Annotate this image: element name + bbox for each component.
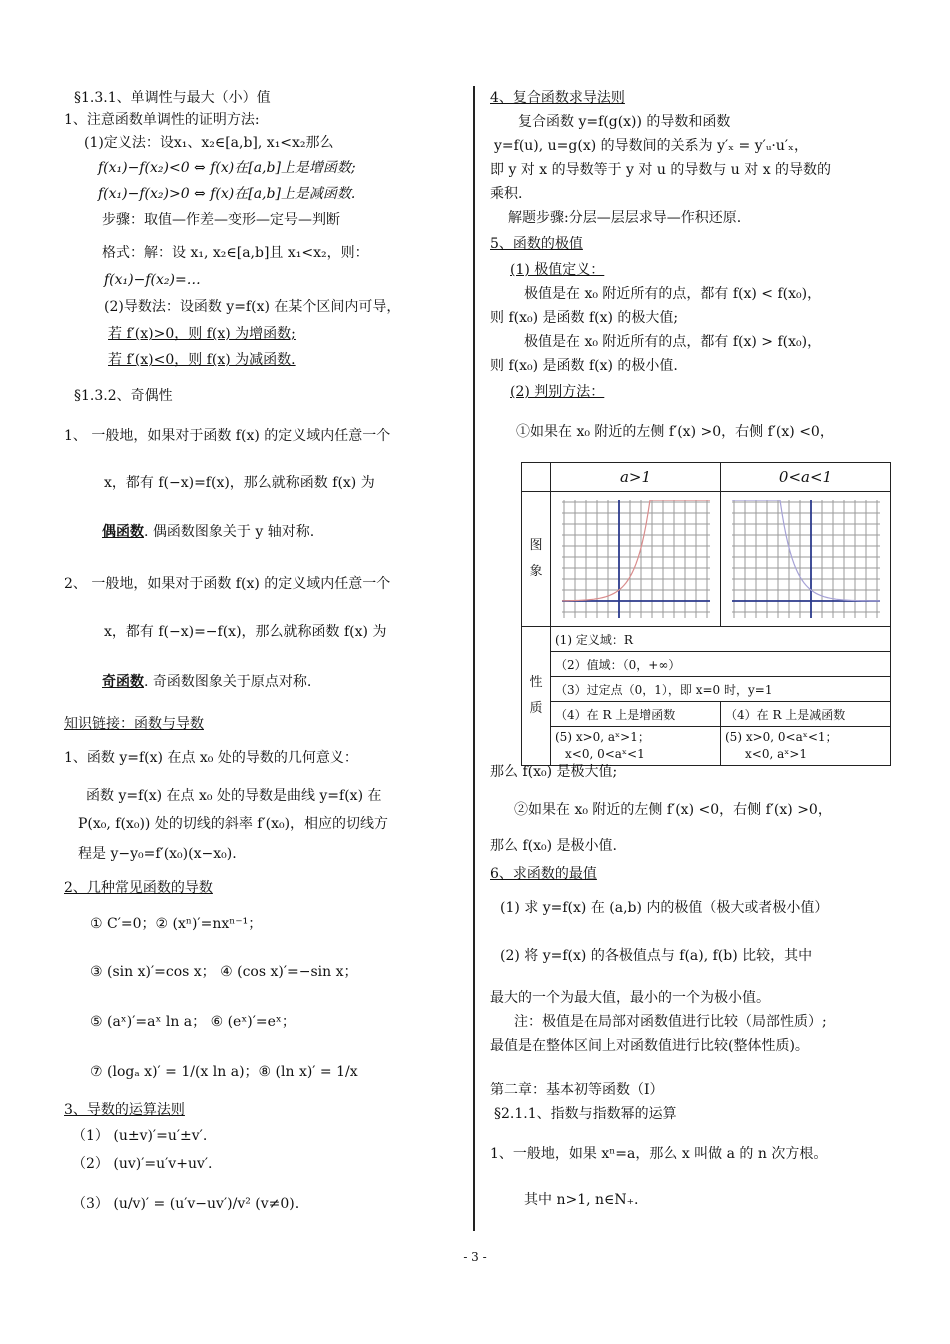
composite-line-1: 复合函数 y=f(g(x)) 的导数和函数	[518, 114, 731, 130]
even-function-term: 偶函数	[102, 524, 144, 540]
property-range: （2）值域：（0，+∞）	[551, 652, 891, 677]
steps-line: 步骤：取值—作差—变形—定号—判断	[102, 212, 340, 228]
nth-root-definition: 1、一般地，如果 xⁿ=a，那么 x 叫做 a 的 n 次方根。	[490, 1146, 828, 1162]
graph-cell-increasing	[551, 492, 721, 627]
min-definition-line-1: 极值是在 x₀ 附近所有的点，都有 f(x) > f(x₀)，	[524, 334, 822, 350]
property-sign-decreasing-2: x<0, aˣ>1	[745, 747, 808, 761]
nth-root-condition: 其中 n>1, n∈N₊.	[524, 1192, 639, 1208]
property-sign-increasing-2: x<0, 0<aˣ<1	[565, 747, 645, 761]
knowledge-link-title: 知识链接：函数与导数	[64, 716, 204, 732]
even-definition-line-2: x，都有 f(−x)=f(x)，那么就称函数 f(x) 为	[104, 475, 375, 491]
note-global: 最值是在整体区间上对函数值进行比较(整体性质)。	[490, 1038, 809, 1054]
rule-sum: （1） (u±v)′=u′±v′.	[72, 1128, 208, 1144]
property-domain: (1) 定义域：R	[551, 627, 891, 652]
max-definition-line-2: 则 f(x₀) 是函数 f(x) 的极大值;	[490, 310, 679, 326]
max-definition-line-1: 极值是在 x₀ 附近所有的点，都有 f(x) < f(x₀)，	[524, 286, 822, 302]
judge-method-title: (2) 判别方法：	[510, 384, 605, 400]
property-increasing: （4）在 R 上是增函数	[551, 702, 721, 727]
decreasing-condition: f(x₁)−f(x₂)>0 ⇔ f(x)在[a,b]上是减函数.	[98, 186, 356, 202]
section-1-3-2-title: §1.3.2、奇偶性	[74, 388, 173, 404]
composite-derivative-title: 4、复合函数求导法则	[490, 90, 625, 106]
table-header-0-lt-a-lt-1: 0<a<1	[721, 463, 891, 492]
graph-cell-decreasing	[721, 492, 891, 627]
judge-max-conclusion: 那么 f(x₀) 是极大值;	[490, 764, 618, 780]
format-difference: f(x₁)−f(x₂)=…	[104, 272, 201, 288]
section-2-1-1-title: §2.1.1、指数与指数幂的运算	[494, 1106, 677, 1122]
property-sign-increasing	[551, 727, 721, 766]
composite-line-2: y=f(u), u=g(x) 的导数间的关系为 y′ₓ = y′ᵤ·u′ₓ，	[494, 138, 808, 154]
derivative-decreasing: 若 f′(x)<0，则 f(x) 为减函数.	[108, 352, 296, 368]
odd-definition-line-2: x，都有 f(−x)=−f(x)，那么就称函数 f(x) 为	[104, 624, 387, 640]
table-corner	[522, 463, 551, 492]
common-derivatives-title: 2、几种常见函数的导数	[64, 880, 213, 896]
property-sign-increasing-1: (5) x>0, aˣ>1；	[555, 730, 650, 744]
even-symmetry-text: . 偶函数图象关于 y 轴对称.	[144, 524, 315, 540]
odd-symmetry-text: . 奇函数图象关于原点对称.	[144, 674, 312, 690]
odd-function-term: 奇函数	[102, 674, 144, 690]
page-number: - 3 -	[463, 1250, 487, 1264]
tangent-equation: 程是 y−y₀=f′(x₀)(x−x₀).	[78, 846, 237, 862]
property-decreasing: （4）在 R 上是减函数	[721, 702, 891, 727]
derivative-geometric-title: 1、函数 y=f(x) 在点 x₀ 处的导数的几何意义：	[64, 750, 358, 766]
derivative-formulas-7-8: ⑦ (logₐ x)′ = 1/(x ln a)；⑧ (ln x)′ = 1/x	[90, 1064, 358, 1080]
max-value-title: 6、求函数的最值	[490, 866, 597, 882]
property-sign-decreasing-1: (5) x>0, 0<aˣ<1；	[725, 730, 838, 744]
decreasing-exponential-graph	[732, 500, 880, 618]
row-label-graph: 图象	[522, 492, 551, 627]
table-header-a-gt-1: a>1	[551, 463, 721, 492]
judge-min-conclusion: 那么 f(x₀) 是极小值.	[490, 838, 617, 854]
property-sign-decreasing	[721, 727, 891, 766]
format-line: 格式：解：设 x₁, x₂∈[a,b]且 x₁<x₂，则：	[102, 245, 369, 261]
monotonic-proof-intro: 1、注意函数单调性的证明方法:	[64, 112, 260, 128]
odd-definition-line-3	[102, 672, 311, 692]
max-step-3: 最大的一个为最大值，最小的一个为极小值。	[490, 990, 770, 1006]
chapter-2-title: 第二章：基本初等函数（Ⅰ）	[490, 1082, 664, 1098]
property-fixed-point: （3）过定点（0，1），即 x=0 时，y=1	[551, 677, 891, 702]
derivative-rules-title: 3、导数的运算法则	[64, 1102, 185, 1118]
derivative-increasing: 若 f′(x)>0，则 f(x) 为增函数;	[108, 326, 296, 342]
rule-quotient: （3） (u/v)′ = (u′v−uv′)/v² (v≠0).	[72, 1196, 300, 1212]
note-local: 注：极值是在局部对函数值进行比较（局部性质）;	[514, 1014, 827, 1030]
min-definition-line-2: 则 f(x₀) 是函数 f(x) 的极小值.	[490, 358, 678, 374]
composite-line-3: 即 y 对 x 的导数等于 y 对 u 的导数与 u 对 x 的导数的	[490, 162, 832, 178]
extremum-definition-title: (1) 极值定义：	[510, 262, 605, 278]
derivative-formulas-5-6: ⑤ (aˣ)′=aˣ ln a； ⑥ (eˣ)′=eˣ；	[90, 1014, 296, 1030]
max-step-1: (1) 求 y=f(x) 在 (a,b) 内的极值（极大或者极小值）	[500, 900, 829, 916]
derivative-geometric-line-2: P(x₀, f(x₀)) 处的切线的斜率 f′(x₀)，相应的切线方	[78, 816, 389, 832]
exponential-curve	[732, 500, 880, 601]
composite-steps: 解题步骤:分层—层层求导—作积还原.	[508, 210, 742, 226]
odd-definition-line-1: 2、 一般地，如果对于函数 f(x) 的定义域内任意一个	[64, 576, 391, 592]
judge-max-line: ①如果在 x₀ 附近的左侧 f′(x) >0，右侧 f′(x) <0，	[516, 424, 834, 440]
definition-method: (1)定义法：设x₁、x₂∈[a,b], x₁<x₂那么	[84, 135, 334, 151]
increasing-exponential-graph	[562, 500, 710, 618]
increasing-condition: f(x₁)−f(x₂)<0 ⇔ f(x)在[a,b]上是增函数;	[98, 160, 356, 176]
judge-min-line: ②如果在 x₀ 附近的左侧 f′(x) <0，右侧 f′(x) >0，	[514, 802, 832, 818]
derivative-geometric-line-1: 函数 y=f(x) 在点 x₀ 处的导数是曲线 y=f(x) 在	[86, 788, 382, 804]
column-divider	[473, 86, 475, 1231]
derivative-formulas-3-4: ③ (sin x)′=cos x； ④ (cos x)′=−sin x；	[90, 964, 358, 980]
rule-product: （2） (uv)′=u′v+uv′.	[72, 1156, 213, 1172]
section-1-3-1-title: §1.3.1、单调性与最大（小）值	[74, 90, 271, 106]
derivative-method: (2)导数法：设函数 y=f(x) 在某个区间内可导，	[104, 299, 401, 315]
max-step-2: (2) 将 y=f(x) 的各极值点与 f(a), f(b) 比较，其中	[500, 948, 813, 964]
composite-line-4: 乘积.	[490, 186, 523, 202]
even-definition-line-1: 1、 一般地，如果对于函数 f(x) 的定义域内任意一个	[64, 428, 391, 444]
extremum-title: 5、函数的极值	[490, 236, 583, 252]
exponential-function-table	[521, 462, 891, 766]
exponential-curve	[562, 500, 710, 601]
even-definition-line-3	[102, 522, 314, 542]
row-label-properties: 性质	[522, 627, 551, 766]
derivative-formulas-1-2: ① C′=0；② (xⁿ)′=nxⁿ⁻¹；	[90, 916, 263, 932]
